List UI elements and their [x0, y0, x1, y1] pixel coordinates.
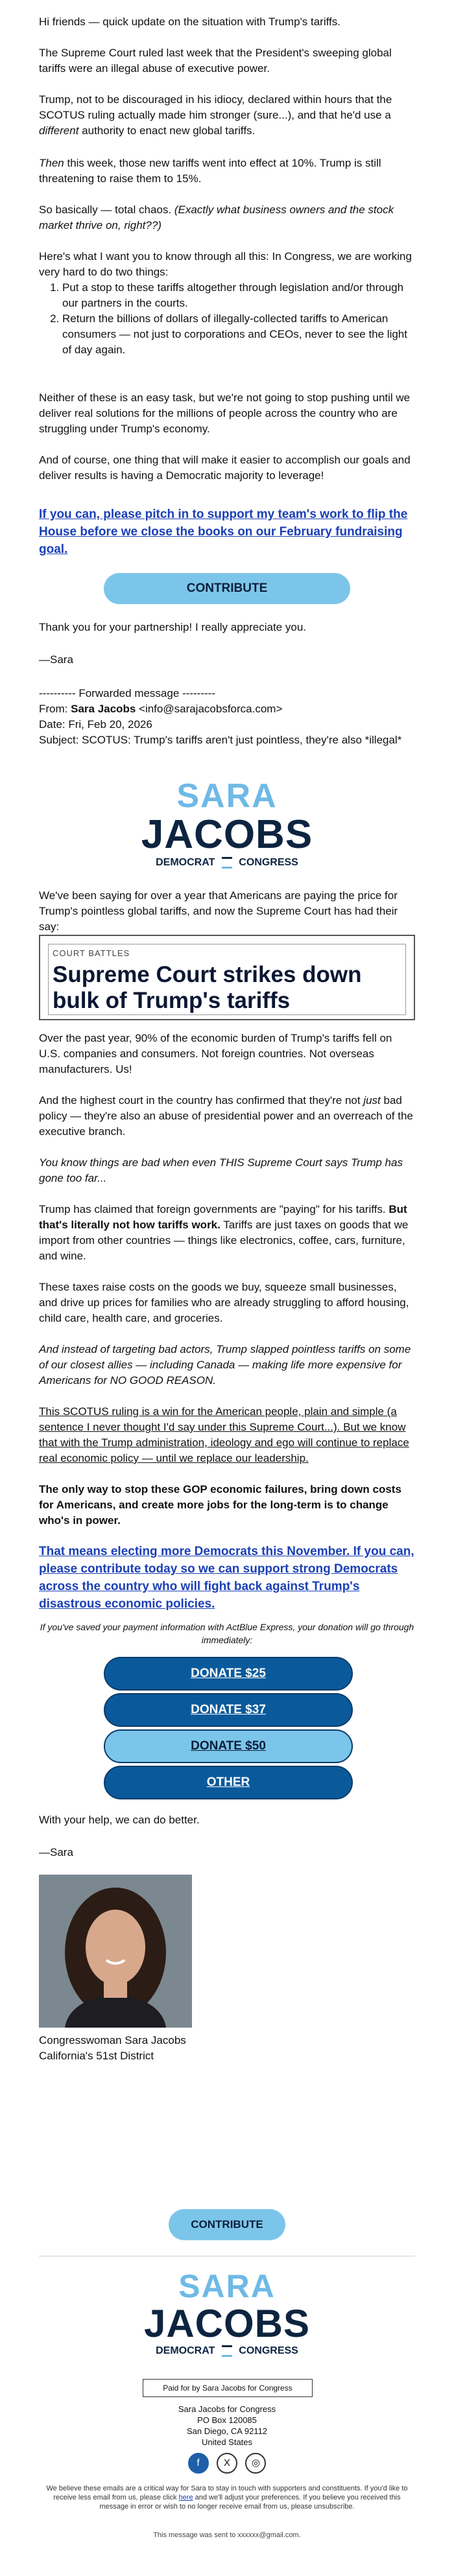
paragraph: The Supreme Court ruled last week that the President's sweeping global tariffs were an illegal abuse of executive power. [39, 47, 392, 75]
donate-37-button[interactable]: DONATE $37 [104, 1693, 353, 1727]
news-tag: COURT BATTLES [53, 948, 130, 958]
x-icon[interactable]: X [217, 2453, 237, 2474]
news-headline: Supreme Court strikes down bulk of Trump's tariffs [53, 962, 362, 1013]
footer-contribute-button[interactable]: CONTRIBUTE [169, 2209, 285, 2240]
paragraph: This SCOTUS ruling is a win for the American people, plain and simple (a sentence I never thought I'd say under this Supreme Court...). But we know that with the Trump administration, ideology and ego will continue to replace real economic policy — until we replace our leadership. [39, 1405, 409, 1464]
paragraph: These taxes raise costs on the goods we buy, squeeze small businesses, and drive up prices for families who are already struggling to afford housing, child care, health care, and groceries. [39, 1281, 409, 1324]
portrait-caption-district: California's 51st District [39, 2050, 154, 2062]
portrait-caption-name: Congresswoman Sara Jacobs [39, 2034, 186, 2046]
signoff: —Sara [39, 1846, 73, 1858]
paragraph: Over the past year, 90% of the economic burden of Trump's tariffs fell on U.S. companies and consumers. Not foreign countries. Not overseas manufacturers. Us! [39, 1032, 392, 1075]
greeting: Hi friends — quick update on the situation with Trump's tariffs. [39, 16, 340, 28]
signoff: —Sara [39, 653, 73, 666]
forward-subject: Subject: SCOTUS: Trump's tariffs aren't just pointless, they're also *illegal* [39, 734, 402, 746]
list-item: 2. Return the billions of dollars of illegally-collected tariffs to American consumers — not just to corporations and CEOs, never to see the light of day again. [62, 311, 415, 358]
paragraph: Neither of these is an easy task, but we're not going to stop pushing until we deliver real solutions for the millions of people across the country who are struggling under Trump's economy. [39, 392, 411, 435]
paragraph: So basically — total chaos. (Exactly what business owners and the stock market thrive on, right??) [39, 204, 394, 231]
forward-from: From: Sara Jacobs <info@sarajacobsforca.com> [39, 703, 283, 715]
forward-divider: ---------- Forwarded message --------- [39, 687, 215, 699]
contribute-link[interactable]: That means electing more Democrats this November. If you can, please contribute today so we can support strong Democrats across the country who will fight back against Trump's disastrous economic policies. [39, 1545, 414, 1611]
campaign-logo: SARA JACOBS DEMOCRAT CONGRESS [141, 777, 313, 868]
news-card [39, 935, 415, 1020]
paragraph: And instead of targeting bad actors, Trump slapped pointless tariffs on some of our closest allies — including Canada — making life more expensive for Americans for NO GOOD REASON. [39, 1343, 411, 1387]
donate-other-button[interactable]: OTHER [104, 1766, 353, 1799]
instagram-icon[interactable]: ◎ [245, 2453, 266, 2474]
facebook-icon[interactable]: f [188, 2453, 209, 2474]
capitol-icon [222, 857, 232, 869]
forward-date: Date: Fri, Feb 20, 2026 [39, 718, 152, 731]
list-item: 1. Put a stop to these tariffs altogether through legislation and/or through our partners in the courts. [62, 280, 415, 311]
closing-text: With your help, we can do better. [39, 1814, 200, 1826]
capitol-icon [222, 2345, 232, 2357]
paid-for-disclaimer: Paid for by Sara Jacobs for Congress [143, 2379, 313, 2397]
footer-logo: SARA JACOBS DEMOCRAT CONGRESS [143, 2268, 311, 2356]
paragraph: The only way to stop these GOP economic failures, bring down costs for Americans, and create more jobs for the long-term is to change who's in power. [39, 1483, 401, 1527]
preferences-link[interactable]: here [178, 2494, 193, 2501]
paragraph: We've been saying for over a year that Americans are paying the price for Trump's pointless global tariffs, and now the Supreme Court has had their say: [39, 889, 398, 933]
thanks-text: Thank you for your partnership! I really appreciate you. [39, 621, 306, 633]
contribute-button[interactable]: CONTRIBUTE [104, 573, 350, 604]
paragraph: And of course, one thing that will make it easier to accomplish our goals and deliver results is having a Democratic majority to leverage! [39, 454, 411, 482]
donate-25-button[interactable]: DONATE $25 [104, 1657, 353, 1691]
goals-list [39, 280, 415, 358]
actblue-note: If you've saved your payment information with ActBlue Express, your donation will go through immediately: [40, 1622, 414, 1645]
footer-legal: We believe these emails are a critical way for Sara to stay in touch with supporters and constituents. If you'd like to receive less email from us, please click here and we'll adjust your preferences. If you believe you received this message in error or wish to no longer receive email from us, please unsubscribe. [46, 2485, 408, 2511]
paragraph: Here's what I want you to know through all this: In Congress, we are working very hard to do two things: [39, 250, 412, 278]
paragraph: Then this week, those new tariffs went into effect at 10%. Trump is still threatening to raise them to 15%. [39, 157, 381, 185]
paragraph: Trump, not to be discouraged in his idiocy, declared within hours that the SCOTUS ruling actually made him stronger (sure...), and that he'd use a different authority to enact new global tariffs. [39, 93, 392, 137]
donate-50-button[interactable]: DONATE $50 [104, 1729, 353, 1763]
social-links [39, 2453, 415, 2474]
paragraph: You know things are bad when even THIS Supreme Court says Trump has gone too far... [39, 1156, 403, 1184]
contribute-link[interactable]: If you can, please pitch in to support my team's work to flip the House before we close the books on our February fundraising goal. [39, 508, 408, 556]
sent-to-notice: This message was sent to xxxxxx@gmail.com. [153, 2531, 301, 2539]
sara-jacobs-portrait [39, 1875, 192, 2028]
paragraph: Trump has claimed that foreign governments are "paying" for his tariffs. But that's literally not how tariffs work. Tariffs are just taxes on goods that we import from other countries — things like electronics, coffee, cars, furniture, and wine. [39, 1203, 409, 1262]
paragraph: And the highest court in the country has confirmed that they're not just bad policy — they're also an abuse of presidential power and an overreach of the executive branch. [39, 1094, 413, 1138]
footer-address: Sara Jacobs for Congress PO Box 120085 San Diego, CA 92112 United States [178, 2404, 276, 2447]
